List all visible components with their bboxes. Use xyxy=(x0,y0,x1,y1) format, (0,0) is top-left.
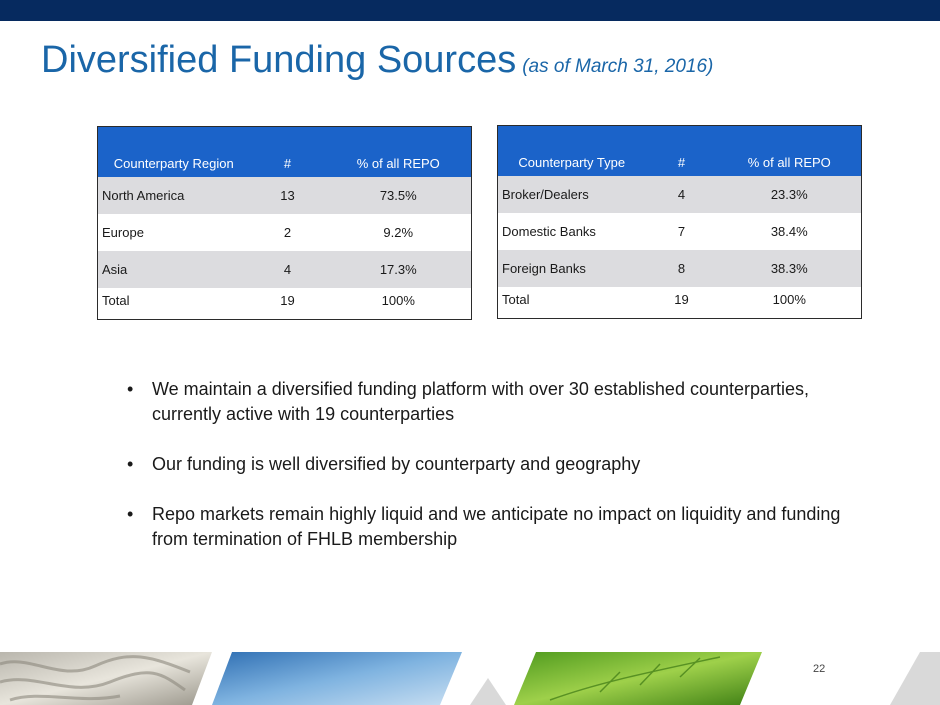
table-cell: 7 xyxy=(677,224,686,239)
table-cell: 4 xyxy=(250,251,326,288)
page-number: 22 xyxy=(813,663,826,675)
table-cell: Europe xyxy=(102,225,144,240)
table-cell: 8 xyxy=(646,250,718,287)
table-row xyxy=(98,214,472,251)
table-cell: 38.4% xyxy=(770,224,808,239)
table-row xyxy=(98,177,472,214)
bullet-dot: • xyxy=(127,504,134,524)
table-cell: 19 xyxy=(280,293,295,308)
table-row xyxy=(498,176,862,213)
bullet-text: Our funding is well diversified by counterparty and geography xyxy=(152,454,641,474)
table-cell: Domestic Banks xyxy=(502,224,596,239)
table-cell: 4 xyxy=(646,176,718,213)
table-header-row xyxy=(98,127,472,178)
table-cell: 23.3% xyxy=(718,176,862,213)
bullet-list xyxy=(127,377,877,577)
bullet-item xyxy=(127,452,877,477)
column-header: Counterparty Type xyxy=(498,126,646,177)
table-cell: 19 xyxy=(674,292,689,307)
bullet-item xyxy=(127,377,877,427)
column-header: % of all REPO xyxy=(718,126,862,177)
bullet-text: Repo markets remain highly liquid and we anticipate no impact on liquidity and funding from termination of FHLB membership xyxy=(152,504,841,549)
column-header: # xyxy=(646,126,718,177)
table-cell: 73.5% xyxy=(326,177,472,214)
table-total-row xyxy=(498,287,862,319)
table-cell: 100% xyxy=(381,293,415,308)
counterparty-type-table xyxy=(497,125,862,319)
table-cell: 17.3% xyxy=(326,251,472,288)
table-cell: Total xyxy=(502,292,530,307)
title-text: Diversified Funding Sources xyxy=(41,39,517,81)
top-banner-bar xyxy=(0,0,940,21)
table-row xyxy=(98,251,472,288)
table-cell: 13 xyxy=(250,177,326,214)
bullet-item xyxy=(127,502,877,552)
table-cell: Broker/Dealers xyxy=(498,176,646,213)
bullet-text: We maintain a diversified funding platform with over 30 established counterparties, currently active with 19 counterparties xyxy=(152,379,810,424)
table-cell: 38.3% xyxy=(718,250,862,287)
table-cell: Asia xyxy=(98,251,250,288)
page-title xyxy=(41,36,713,91)
table-total-row xyxy=(98,288,472,320)
table-cell: Total xyxy=(102,293,130,308)
table-row xyxy=(498,213,862,250)
bullet-dot: • xyxy=(127,454,134,474)
sky-photo-panel xyxy=(212,652,462,705)
table-cell: 100% xyxy=(772,292,806,307)
column-header: % of all REPO xyxy=(326,127,472,178)
bullet-dot: • xyxy=(127,379,134,399)
table-cell: 2 xyxy=(283,225,292,240)
title-subtitle: (as of March 31, 2016) xyxy=(522,56,714,77)
leaf-photo-panel xyxy=(514,652,762,705)
column-header: Counterparty Region xyxy=(98,127,250,178)
decorative-image-banner xyxy=(0,652,940,705)
table-cell: Foreign Banks xyxy=(498,250,646,287)
table-row xyxy=(498,250,862,287)
table-cell: North America xyxy=(98,177,250,214)
table-header-row xyxy=(498,126,862,177)
column-header: # xyxy=(250,127,326,178)
counterparty-region-table xyxy=(97,126,472,320)
table-cell: 9.2% xyxy=(383,225,414,240)
